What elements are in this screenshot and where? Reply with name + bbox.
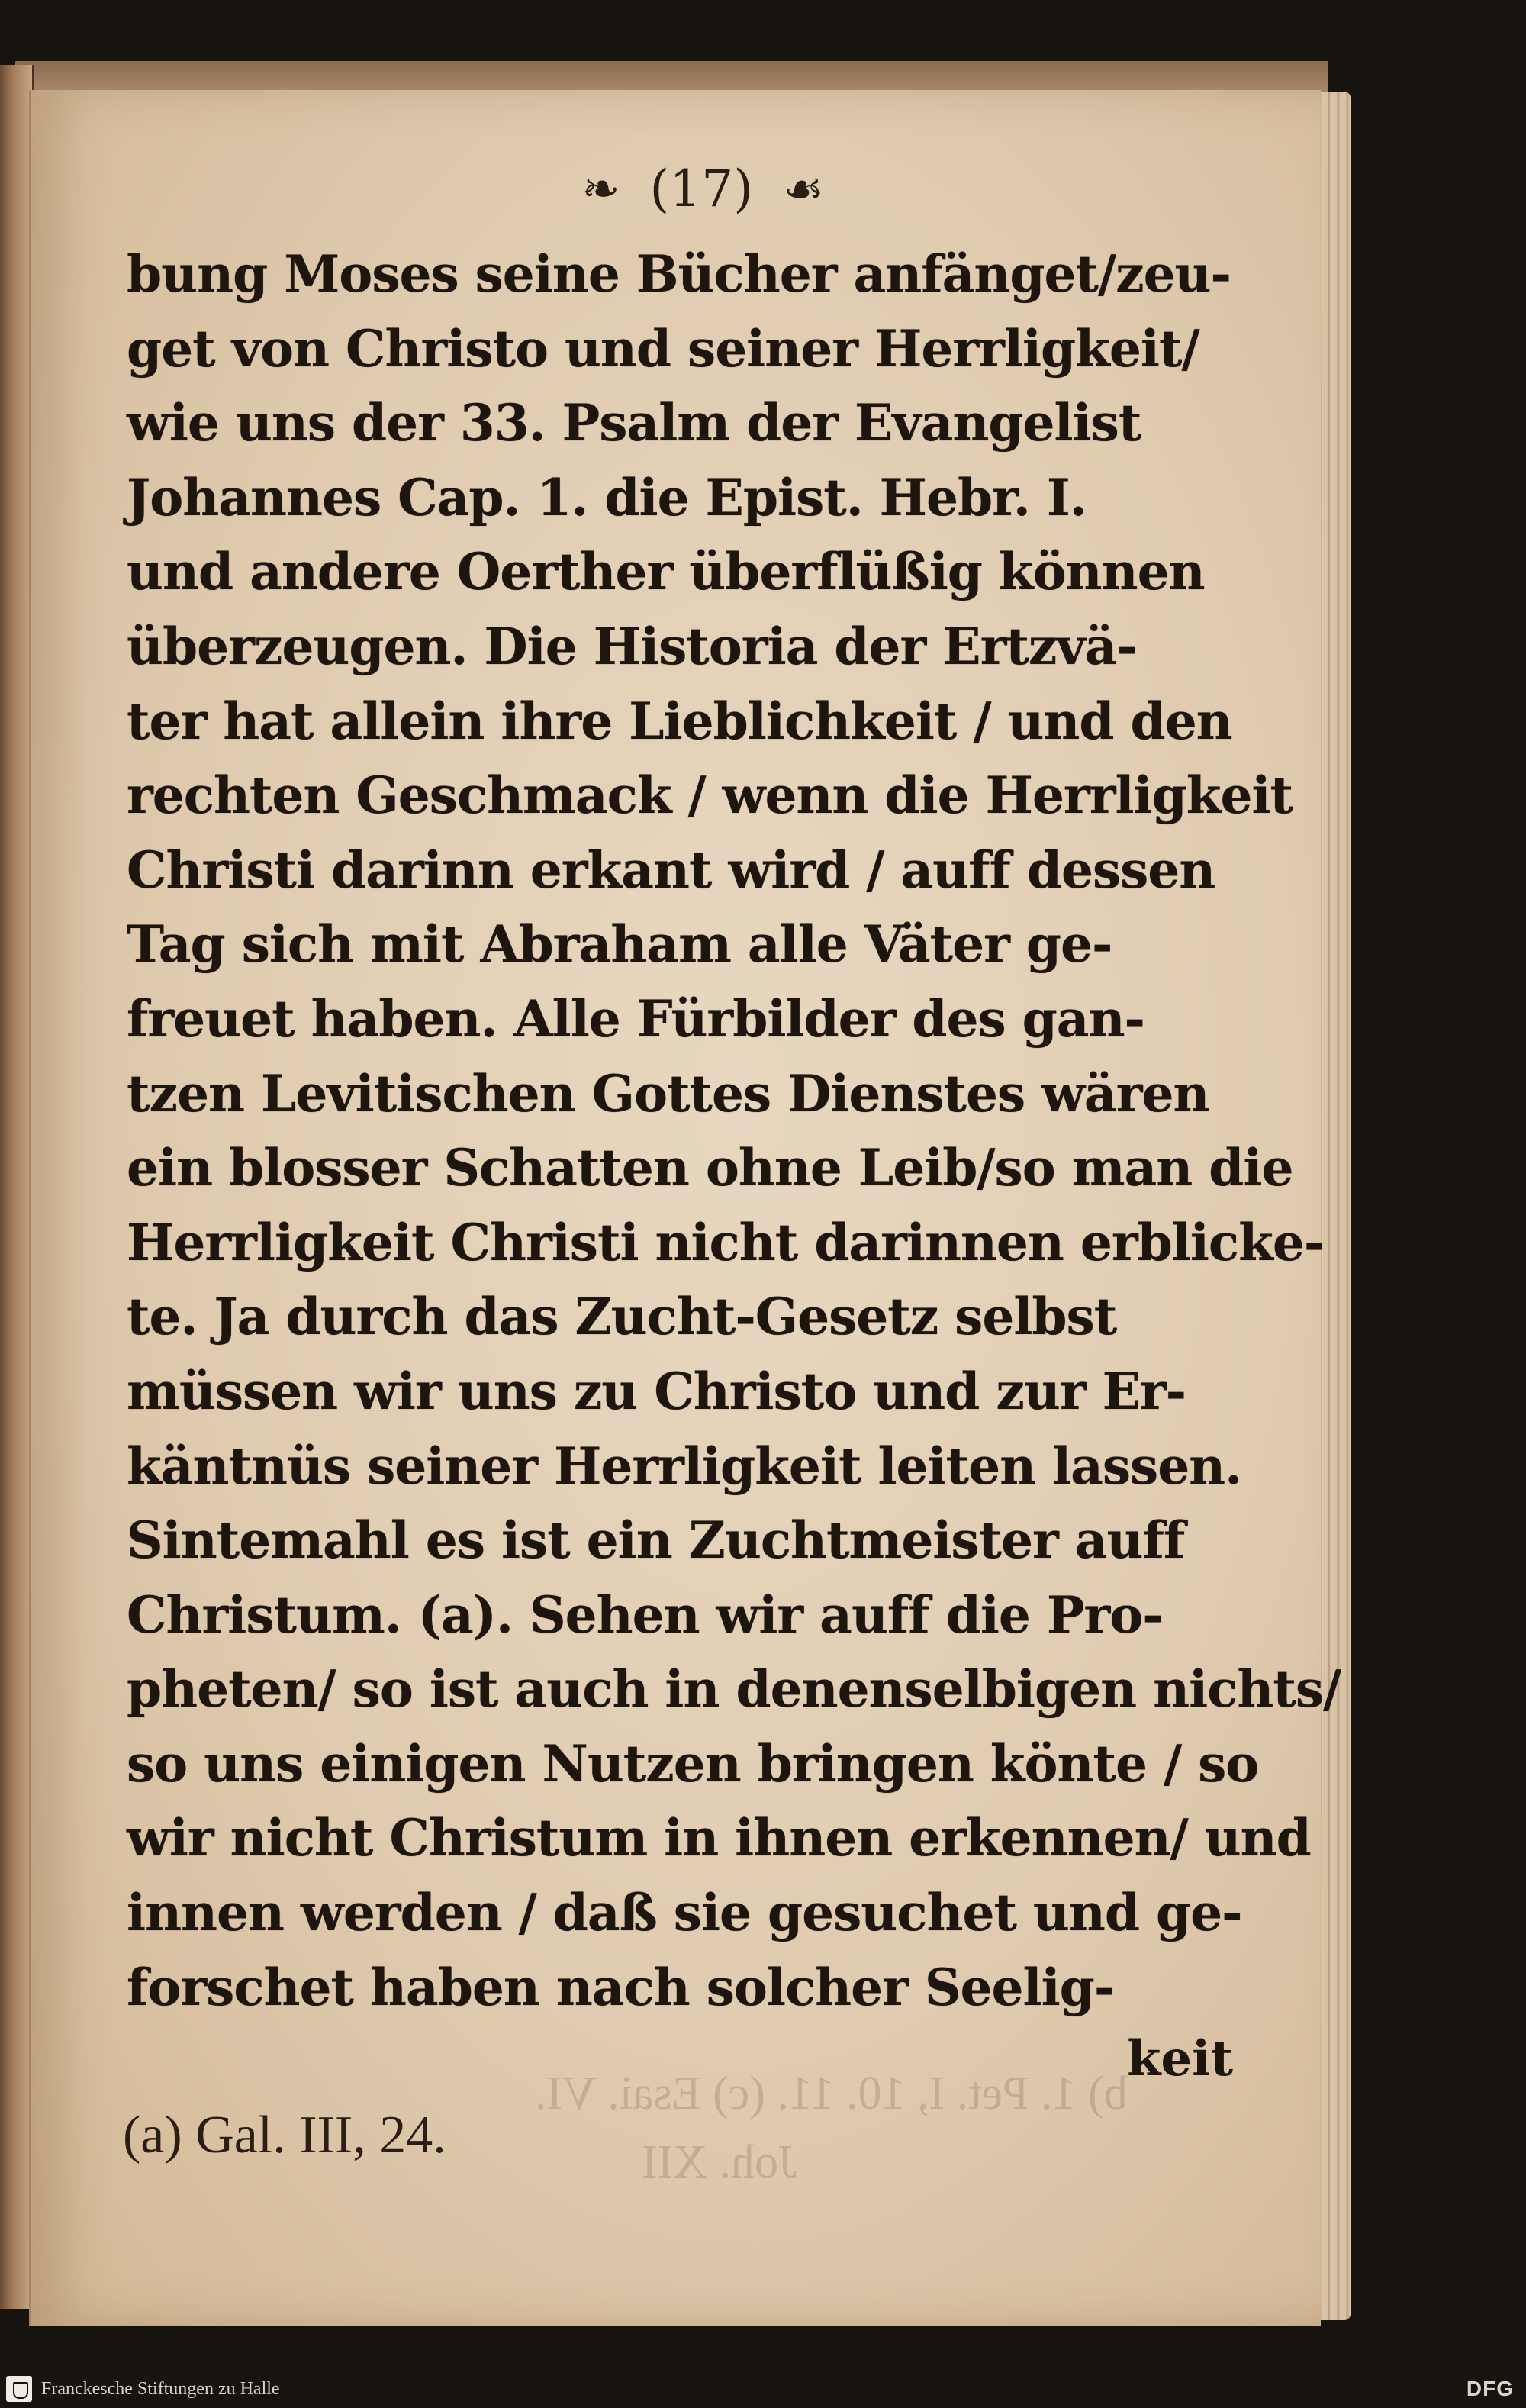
dfg-logo: DFG xyxy=(1466,2377,1514,2400)
text-line: wir nicht Christum in ihnen erkennen/ und xyxy=(127,1808,1311,1868)
text-line: überzeugen. Die Historia der Ertzvä- xyxy=(127,616,1137,676)
text-line: forschet haben nach solcher Seelig- xyxy=(127,1957,1115,2017)
text-line: ein blosser Schatten ohne Leib/so man die xyxy=(127,1138,1293,1198)
fleuron-right-icon: ☙ xyxy=(782,163,824,216)
running-head xyxy=(157,140,1248,231)
text-line: te. Ja durch das Zucht-Gesetz selbst xyxy=(127,1287,1117,1347)
text-line: Tag sich mit Abraham alle Väter ge- xyxy=(127,914,1112,975)
text-line: und andere Oerther überflüßig können xyxy=(127,542,1205,602)
institution-name: Franckesche Stiftungen zu Halle xyxy=(41,2379,280,2399)
text-line: pheten/ so ist auch in denenselbigen nichts/ xyxy=(127,1659,1341,1720)
text-line: Herrligkeit Christi nicht darinnen erblicke- xyxy=(127,1212,1325,1272)
page-content xyxy=(127,140,1341,2094)
text-line: ter hat allein ihre Lieblichkeit / und den xyxy=(127,691,1232,751)
text-line: wie uns der 33. Psalm der Evangelist xyxy=(127,393,1141,453)
bleed-through-text: Joh. XII xyxy=(642,2136,797,2188)
institution-logo-icon xyxy=(6,2376,32,2402)
fleuron-left-icon: ❧ xyxy=(581,163,620,216)
text-line: müssen wir uns zu Christo und zur Er- xyxy=(127,1361,1186,1421)
catchword: keit xyxy=(1127,2030,1233,2088)
bleed-through-text: b) 1. Pet. I, 10. 11. (c) Esai. VI. xyxy=(535,2068,1128,2119)
text-line: Christum. (a). Sehen wir auff die Pro- xyxy=(127,1584,1163,1645)
footnote: (a) Gal. III, 24. xyxy=(123,2106,446,2165)
text-line: rechten Geschmack / wenn die Herrligkeit xyxy=(127,766,1293,826)
text-line: innen werden / daß sie gesuchet und ge- xyxy=(127,1883,1242,1943)
text-line: get von Christo und seiner Herrligkeit/ xyxy=(127,318,1199,379)
body-text xyxy=(127,237,1341,2094)
book-page xyxy=(29,90,1341,2326)
text-line: Johannes Cap. 1. die Epist. Hebr. I. xyxy=(127,467,1087,527)
text-line: tzen Levitischen Gottes Dienstes wären xyxy=(127,1063,1209,1123)
text-line: bung Moses seine Bücher anfänget/zeu- xyxy=(127,244,1231,304)
text-line: käntnüs seiner Herrligkeit leiten lassen. xyxy=(127,1436,1242,1496)
text-line: freuet haben. Alle Fürbilder des gan- xyxy=(127,988,1144,1049)
text-line: Christi darinn erkant wird / auff dessen xyxy=(127,840,1215,900)
text-line: so uns einigen Nutzen bringen könte / so xyxy=(127,1733,1259,1794)
text-line: Sintemahl es ist ein Zuchtmeister auff xyxy=(127,1510,1185,1571)
page-number: (17) xyxy=(649,160,753,218)
